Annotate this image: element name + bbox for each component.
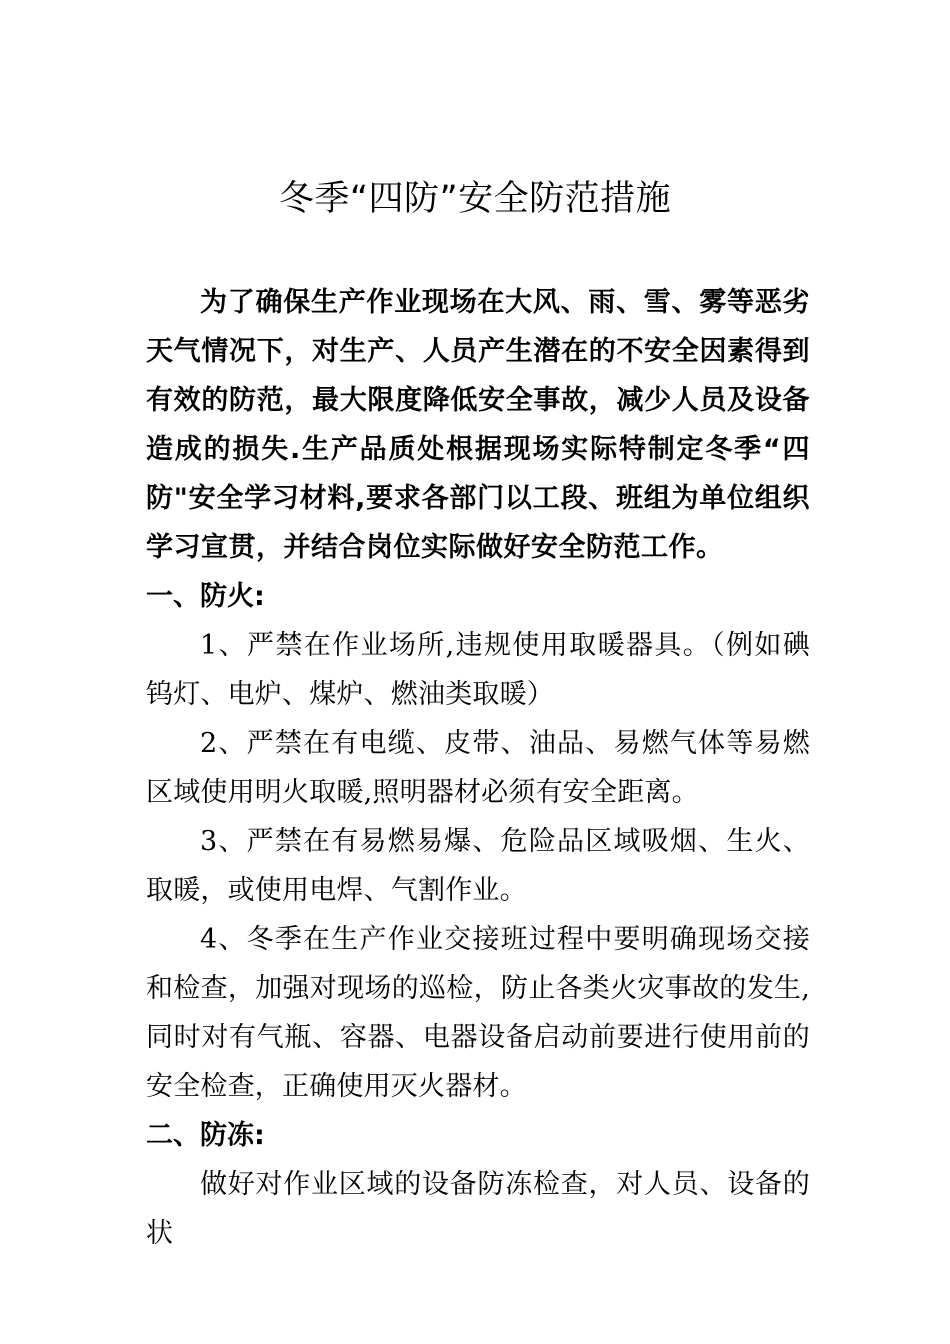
- document-body: [146, 278, 810, 1258]
- document-title: 冬季“四防”安全防范措施: [278, 179, 672, 219]
- section-freeze-prevention: [146, 1111, 810, 1258]
- list-item: 2、严禁在有电缆、皮带、油品、易燃气体等易燃区域使用明火取暖,照明器材必须有安全距离。: [146, 728, 810, 808]
- section-heading: 一、防火:: [146, 581, 265, 612]
- list-item: 4、冬季在生产作业交接班过程中要明确现场交接和检查，加强对现场的巡检，防止各类火灾事故的发生,同时对有气瓶、容器、电器设备启动前要进行使用前的安全检查，正确使用灭火器材。: [146, 924, 810, 1102]
- intro-paragraph: 为了确保生产作业现场在大风、雨、雪、雾等恶劣天气情况下，对生产、人员产生潜在的不安全因素得到有效的防范，最大限度降低安全事故，减少人员及设备造成的损失.生产品质处根据现场实际特制定冬季“四防"安全学习材料,要求各部门以工段、班组为单位组织学习宣贯，并结合岗位实际做好安全防范工作。: [146, 287, 810, 563]
- list-item: 3、严禁在有易燃易爆、危险品区域吸烟、生火、取暖，或使用电焊、气割作业。: [146, 826, 810, 906]
- list-item: 1、严禁在作业场所,违规使用取暖器具。（例如碘钨灯、电炉、煤炉、燃油类取暖）: [146, 630, 810, 710]
- section-fire-prevention: [146, 572, 810, 1111]
- section-heading: 二、防冻:: [146, 1120, 265, 1151]
- list-item: 做好对作业区域的设备防冻检查，对人员、设备的状: [146, 1169, 810, 1249]
